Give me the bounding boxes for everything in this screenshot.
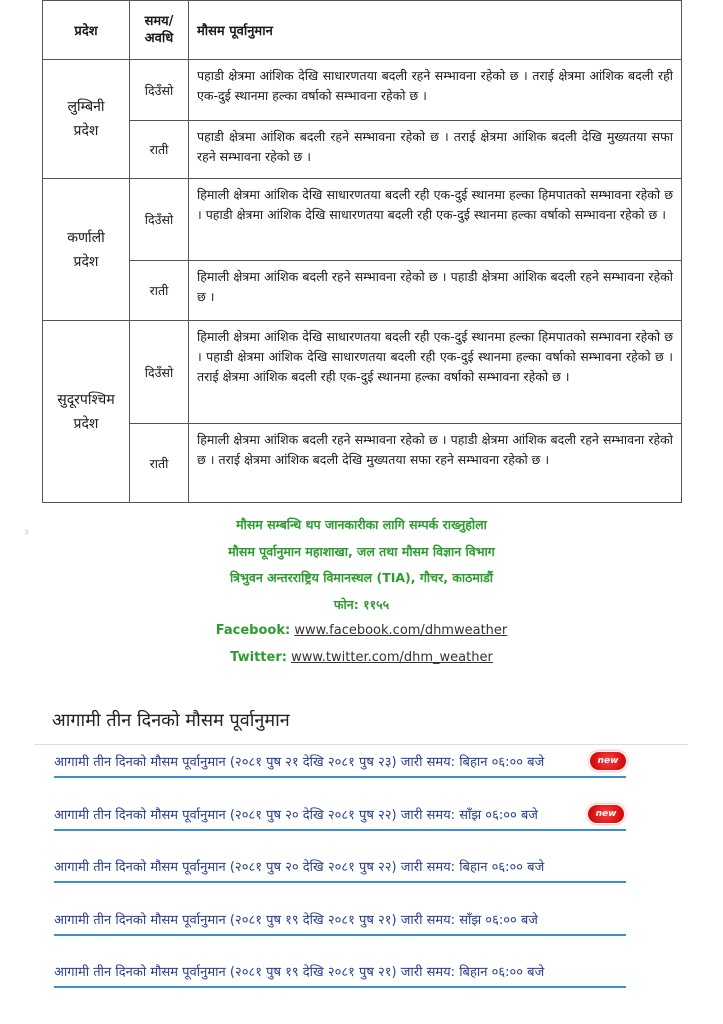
time-cell: राती	[130, 261, 189, 321]
twitter-label: Twitter:	[230, 649, 287, 665]
table-row	[43, 424, 682, 503]
link-underline	[54, 881, 626, 883]
forecast-text: पहाडी क्षेत्रमा आंशिक देखि साधारणतया बदली रहने सम्भावना रहेको छ । तराई क्षेत्रमा आंशिक बदली रही एक-दुई स्थानमा हल्का वर्षाको सम्भावना रहेको छ ।	[189, 60, 682, 121]
forecast-link-item[interactable]	[54, 805, 626, 823]
region-cell-sudurpashchim	[43, 321, 130, 503]
new-badge-icon: new	[590, 752, 626, 770]
time-cell: राती	[130, 121, 189, 179]
contact-line-2: मौसम पूर्वानुमान महाशाखा, जल तथा मौसम विज्ञान विभाग	[228, 543, 495, 559]
time-cell: दिउँसो	[130, 321, 189, 424]
header-time	[130, 1, 189, 60]
forecast-link-text[interactable]: आगामी तीन दिनको मौसम पूर्वानुमान (२०८१ पुष १९ देखि २०८१ पुष २१) जारी समय: बिहान ०६:०० बजे	[54, 965, 545, 980]
header-time-line2: अवधि	[144, 31, 174, 46]
section-title: आगामी तीन दिनको मौसम पूर्वानुमान	[52, 710, 290, 731]
contact-line-3: त्रिभुवन अन्तरराष्ट्रिय विमानस्थल (TIA), गौचर, काठमाडौं	[229, 570, 494, 585]
forecast-text: हिमाली क्षेत्रमा आंशिक देखि साधारणतया बदली रही एक-दुई स्थानमा हल्का हिमपातको सम्भावना रहेको छ । पहाडी क्षेत्रमा आंशिक देखि साधारणतया बदली रही एक-दुई स्थानमा हल्का वर्षाको सम्भावना रहेको छ । तराई क्षेत्रमा आंशिक बदली रही एक-दुई स्थानमा हल्का वर्षाको सम्भावना रहेको छ ।	[189, 321, 682, 424]
header-time-line1: समय/	[144, 14, 174, 29]
forecast-link-item[interactable]	[54, 962, 626, 980]
time-cell: दिउँसो	[130, 60, 189, 121]
facebook-label: Facebook:	[215, 623, 291, 638]
twitter-line	[42, 645, 681, 672]
forecast-link-item[interactable]	[54, 857, 626, 875]
table-header-row	[43, 1, 682, 60]
region-suffix: प्रदेश	[73, 123, 99, 139]
link-underline	[54, 776, 626, 778]
table-row	[43, 179, 682, 261]
forecast-text: हिमाली क्षेत्रमा आंशिक देखि साधारणतया बदली रही एक-दुई स्थानमा हल्का हिमपातको सम्भावना रहेको छ । पहाडी क्षेत्रमा आंशिक देखि साधारणतया बदली रही एक-दुई स्थानमा हल्का वर्षाको सम्भावना रहेको छ ।	[189, 179, 682, 261]
twitter-link[interactable]: www.twitter.com/dhm_weather	[291, 649, 493, 665]
new-badge-icon: new	[588, 805, 624, 823]
region-suffix: प्रदेश	[73, 253, 99, 270]
forecast-table	[42, 0, 682, 503]
time-cell: दिउँसो	[130, 179, 189, 261]
forecast-link-text[interactable]: आगामी तीन दिनको मौसम पूर्वानुमान (२०८१ पुष २० देखि २०८१ पुष २२) जारी समय: साँझ ०६:०० बजे	[54, 808, 538, 823]
contact-block	[42, 512, 681, 671]
header-region: प्रदेश	[43, 1, 130, 60]
table-row	[43, 121, 682, 179]
forecast-text: हिमाली क्षेत्रमा आंशिक बदली रहने सम्भावना रहेको छ । पहाडी क्षेत्रमा आंशिक बदली रहने सम्भावना रहेको छ । तराई क्षेत्रमा आंशिक बदली देखि मुख्यतया सफा रहने सम्भावना रहेको छ ।	[189, 424, 682, 503]
facebook-link[interactable]: www.facebook.com/dhmweather	[294, 623, 508, 638]
table-row	[43, 60, 682, 121]
forecast-text: पहाडी क्षेत्रमा आंशिक बदली रहने सम्भावना रहेको छ । तराई क्षेत्रमा आंशिक बदली देखि मुख्यतया सफा रहने सम्भावना रहेको छ ।	[189, 121, 682, 179]
facebook-line	[42, 618, 681, 645]
time-cell: राती	[130, 424, 189, 503]
region-cell-lumbini	[43, 60, 130, 179]
section-divider	[34, 744, 688, 745]
header-forecast: मौसम पूर्वानुमान	[189, 1, 682, 60]
forecast-link-item[interactable]	[54, 910, 626, 928]
region-suffix: प्रदेश	[73, 415, 99, 432]
table-row	[43, 261, 682, 321]
forecast-link-text[interactable]: आगामी तीन दिनको मौसम पूर्वानुमान (२०८१ पुष १९ देखि २०८१ पुष २१) जारी समय: साँझ ०६:०० बजे	[54, 913, 538, 928]
link-underline	[54, 829, 626, 831]
link-underline	[54, 986, 626, 988]
forecast-link-text[interactable]: आगामी तीन दिनको मौसम पूर्वानुमान (२०८१ पुष २१ देखि २०८१ पुष २३) जारी समय: बिहान ०६:०० बजे	[54, 755, 545, 770]
forecast-link-text[interactable]: आगामी तीन दिनको मौसम पूर्वानुमान (२०८१ पुष २० देखि २०८१ पुष २२) जारी समय: बिहान ०६:०० बजे	[54, 860, 545, 875]
table-row	[43, 321, 682, 424]
region-name: लुम्बिनी	[67, 99, 105, 115]
contact-line-1: मौसम सम्बन्धि थप जानकारीका लागि सम्पर्क राख्नुहोला	[236, 517, 487, 532]
region-name: कर्णाली	[67, 229, 105, 246]
region-name: सुदूरपश्चिम	[57, 391, 115, 408]
forecast-text: हिमाली क्षेत्रमा आंशिक बदली रहने सम्भावना रहेको छ । पहाडी क्षेत्रमा आंशिक बदली रहने सम्भावना रहेको छ ।	[189, 261, 682, 321]
link-underline	[54, 934, 626, 936]
chevron-right-icon: ›	[24, 524, 30, 540]
region-cell-karnali	[43, 179, 130, 321]
forecast-link-item[interactable]	[54, 752, 626, 770]
contact-phone: फोन: ११५५	[333, 596, 390, 612]
